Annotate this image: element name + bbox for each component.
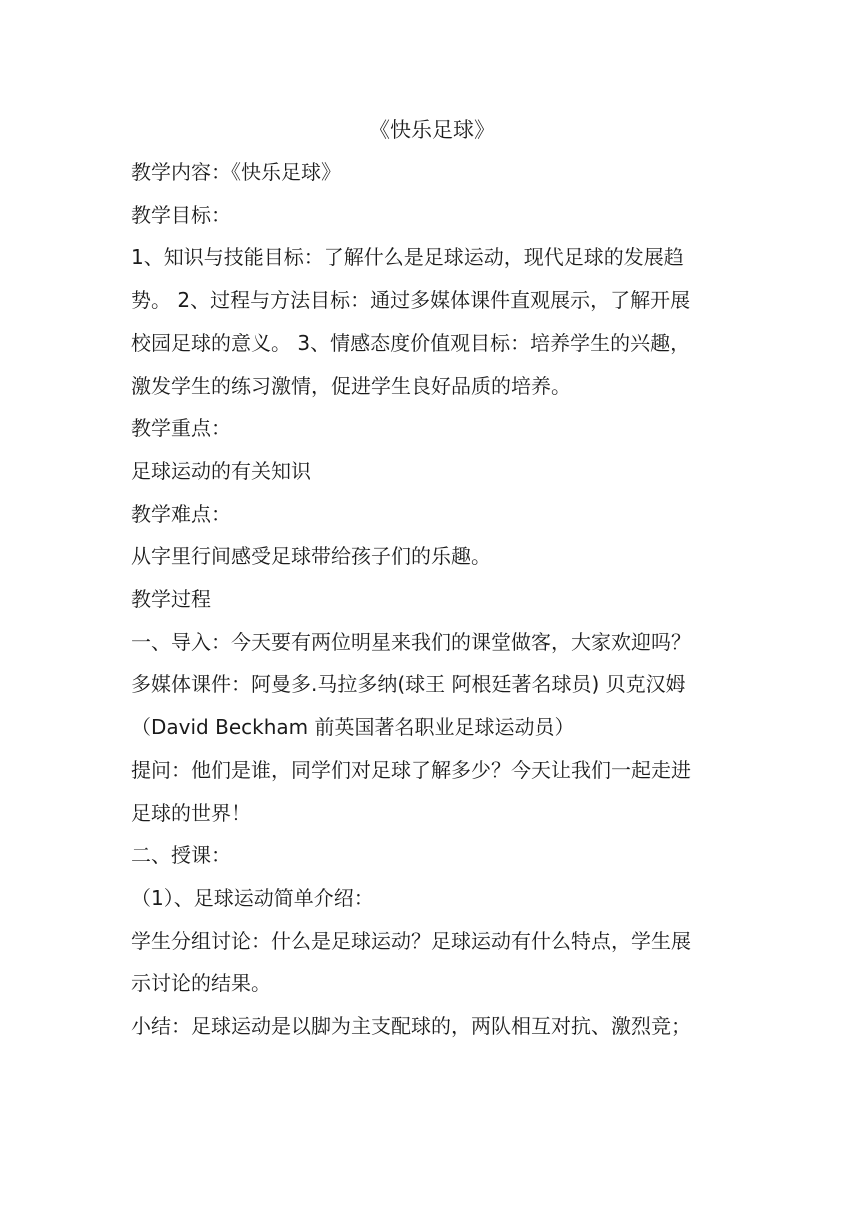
key-points-heading: 教学重点： [131, 416, 231, 441]
lesson-goals-heading: 教学目标： [131, 202, 231, 227]
difficulties-heading: 教学难点： [131, 501, 231, 526]
key-points-text: 足球运动的有关知识 [131, 458, 311, 483]
multimedia-line: 多媒体课件：阿曼多.马拉多纳(球王 阿根廷著名球员) 贝克汉姆 [131, 672, 686, 697]
intro-subheading: （1）、足球运动简单介绍： [131, 885, 374, 910]
lesson-goals-line-3: 校园足球的意义。 3、情感态度价值观目标：培养学生的兴趣， [131, 330, 691, 355]
process-heading: 教学过程 [131, 587, 211, 612]
difficulties-text: 从字里行间感受足球带给孩子们的乐趣。 [131, 544, 491, 569]
document-title: 《快乐足球》 [369, 118, 495, 142]
lesson-content-line: 教学内容：《快乐足球》 [131, 160, 341, 184]
question-line-1: 提问：他们是谁，同学们对足球了解多少？今天让我们一起走进 [131, 757, 691, 782]
teaching-heading: 二、授课： [131, 843, 231, 868]
lesson-goals-line-2: 势。 2、过程与方法目标：通过多媒体课件直观展示，了解开展 [131, 288, 691, 313]
beckham-line: （David Beckham 前英国著名职业足球运动员） [131, 715, 575, 740]
document-body [131, 109, 733, 1048]
question-line-2: 足球的世界！ [131, 800, 251, 825]
discussion-line-1: 学生分组讨论：什么是足球运动？足球运动有什么特点，学生展 [131, 928, 691, 953]
discussion-line-2: 示讨论的结果。 [131, 971, 271, 996]
lesson-goals-line-4: 激发学生的练习激情，促进学生良好品质的培养。 [131, 373, 571, 398]
summary-line: 小结：足球运动是以脚为主支配球的，两队相互对抗、激烈竞； [131, 1014, 691, 1039]
lesson-goals-line-1: 1、知识与技能目标：了解什么是足球运动，现代足球的发展趋 [131, 245, 684, 270]
intro-line: 一、导入：今天要有两位明星来我们的课堂做客，大家欢迎吗？ [131, 629, 691, 654]
